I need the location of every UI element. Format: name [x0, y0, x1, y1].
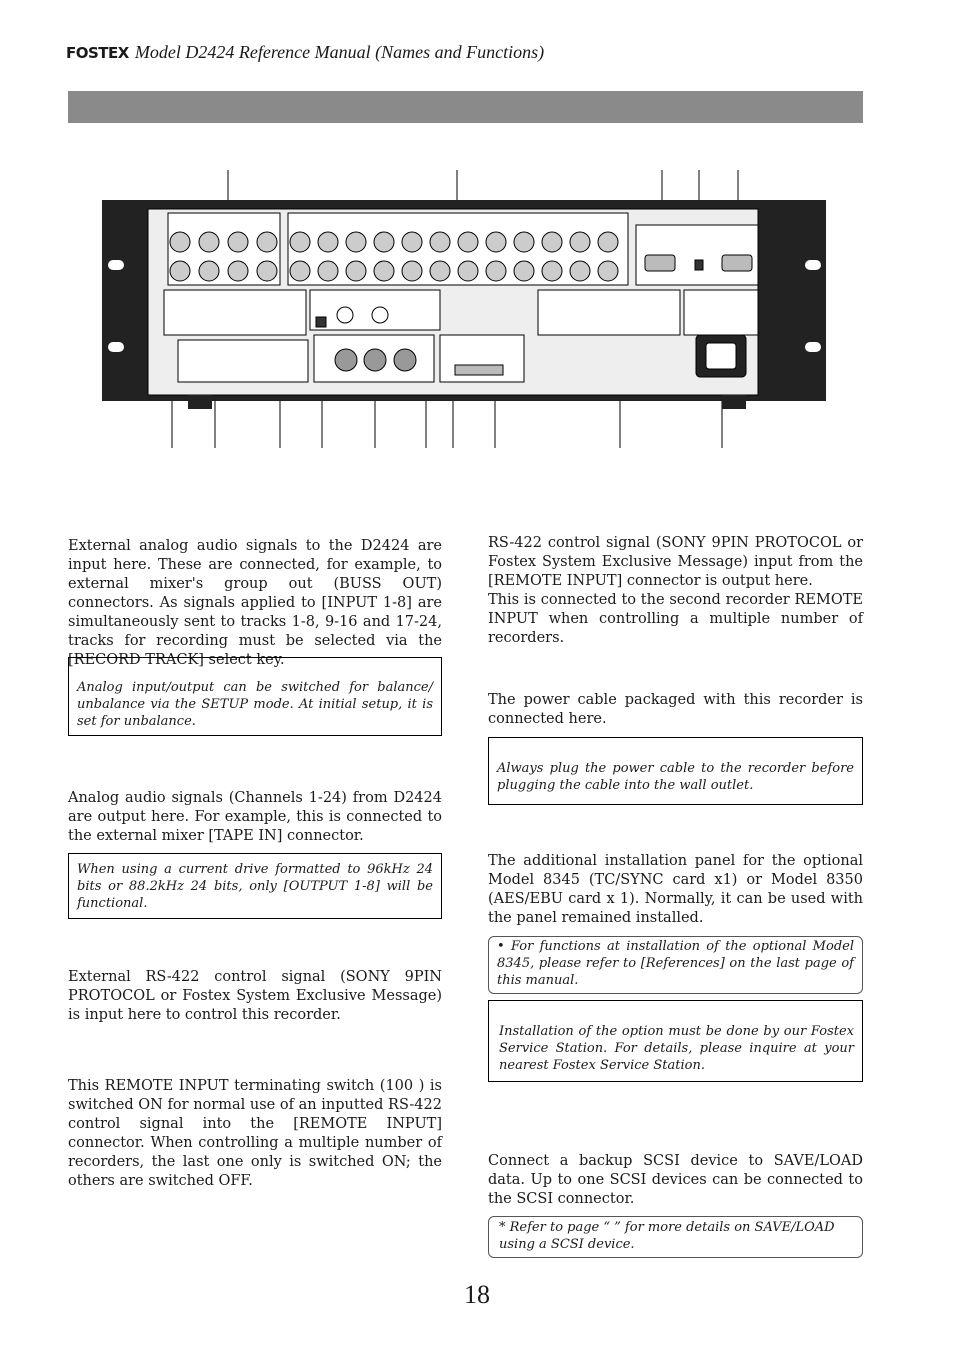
xlr-jack-icon [458, 232, 478, 252]
xlr-jack-icon [318, 232, 338, 252]
scsi-description: Connect a backup SCSI device to SAVE/LOAD data. Up to one SCSI devices can be connected to the SCSI connector. [488, 1153, 863, 1207]
xlr-jack-icon [228, 261, 248, 281]
xlr-jack-icon [402, 261, 422, 281]
xlr-jack-icon [430, 232, 450, 252]
xlr-jack-icon [346, 261, 366, 281]
xlr-jack-icon [318, 261, 338, 281]
xlr-jack-icon [514, 232, 534, 252]
xlr-jack-icon [570, 261, 590, 281]
xlr-jack-icon [514, 261, 534, 281]
power-description: The power cable packaged with this recorder is connected here. [488, 692, 863, 727]
xlr-jack-icon [458, 261, 478, 281]
xlr-jack-icon [542, 232, 562, 252]
xlr-jack-icon [170, 232, 190, 252]
xlr-jack-icon [257, 232, 277, 252]
remote-output-description: RS-422 control signal (SONY 9PIN PROTOCOL or Fostex System Exclusive Message) input from the [REMOTE INPUT] connector is output here. This is connected to the second recorder REMOTE INPUT when controlling a multiple number of recorders. [488, 535, 863, 646]
header-title: Model D2424 Reference Manual (Names and Functions) [134, 42, 545, 62]
xlr-jack-icon [374, 261, 394, 281]
xlr-jack-icon [199, 232, 219, 252]
xlr-jack-icon [170, 261, 190, 281]
xlr-jack-icon [570, 232, 590, 252]
option-panel-description: The additional installation panel for the optional Model 8345 (TC/SYNC card x1) or Model 8350 (AES/EBU card x 1). Normally, it can be used with the panel remained installed. [488, 853, 863, 926]
output-description: Analog audio signals (Channels 1-24) from D2424 are output here. For example, this is connected to the external mixer [TAPE IN] connector. [68, 790, 442, 844]
xlr-jack-icon [290, 232, 310, 252]
xlr-jack-icon [430, 261, 450, 281]
xlr-jack-icon [486, 232, 506, 252]
xlr-jack-icon [199, 261, 219, 281]
option-note: • For functions at installation of the optional Model 8345, please refer to [References] on the last page of this manual. [488, 936, 863, 994]
xlr-jack-icon [598, 261, 618, 281]
output-note: When using a current drive formatted to 96kHz 24 bits or 88.2kHz 24 bits, only [OUTPUT 1-8] will be functional. [68, 853, 442, 919]
power-note: Always plug the power cable to the recorder before plugging the cable into the wall outlet. [488, 737, 863, 805]
input-note: Analog input/output can be switched for balance/ unbalance via the SETUP mode. At initial setup, it is set for unbalance. [68, 657, 442, 736]
xlr-jack-icon [228, 232, 248, 252]
fostex-logo: FOSTEX [66, 44, 129, 62]
terminating-switch-description: This REMOTE INPUT terminating switch (100 ) is switched ON for normal use of an inputted RS-422 control signal into the [REMOTE INPUT] connector. When controlling a multiple number of recorders, the last one only is switched ON; the others are switched OFF. [68, 1078, 442, 1189]
xlr-jack-icon [374, 232, 394, 252]
xlr-jack-icon [542, 261, 562, 281]
input-description: External analog audio signals to the D2424 are input here. These are connected, for example, to external mixer's group out (BUSS OUT) connectors. As signals applied to [INPUT 1-8] are simultaneously sent to tracks 1-8, 9-16 and 17-24, tracks for recording must be selected via the [RECORD TRACK] select key. [68, 538, 442, 668]
xlr-jack-icon [598, 232, 618, 252]
section-title-bar [68, 91, 863, 123]
xlr-jack-icon [257, 261, 277, 281]
page-header [66, 42, 544, 63]
xlr-jack-icon [486, 261, 506, 281]
scsi-note: * Refer to page “ ” for more details on SAVE/LOAD using a SCSI device. [488, 1216, 863, 1258]
xlr-jack-icon [346, 232, 366, 252]
rear-panel-diagram [100, 165, 828, 450]
page-number: 18 [464, 1280, 490, 1309]
xlr-jack-icon [402, 232, 422, 252]
xlr-jack-icon [290, 261, 310, 281]
remote-input-description: External RS-422 control signal (SONY 9PIN PROTOCOL or Fostex System Exclusive Message) is input here to control this recorder. [68, 969, 442, 1023]
installation-note: Installation of the option must be done by our Fostex Service Station. For details, please inquire at your nearest Fostex Service Station. [488, 1000, 863, 1082]
